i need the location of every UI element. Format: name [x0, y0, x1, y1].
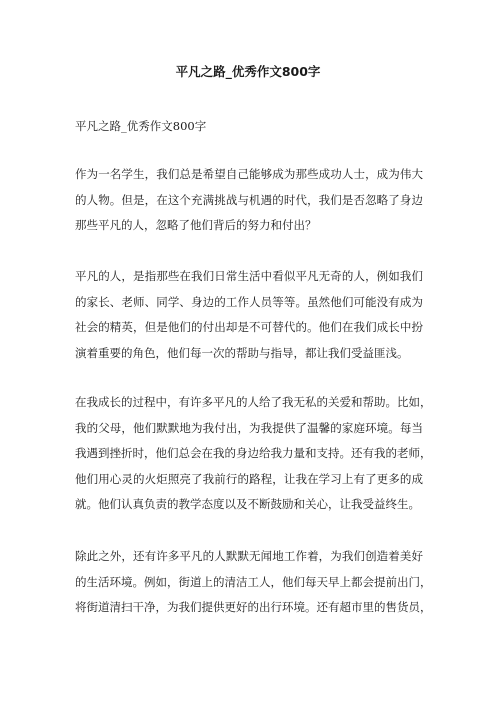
paragraph-line: 除此之外，还有许多平凡的人默默无闻地工作着，为我们创造着美好 — [75, 549, 423, 563]
document-title: 平凡之路_优秀作文800字 — [175, 64, 321, 79]
paragraph-line: 平凡的人，是指那些在我们日常生活中看似平凡无奇的人，例如我们 — [75, 269, 423, 283]
paragraph-4 — [75, 544, 432, 621]
paragraph-line: 就。他们认真负责的教学态度以及不断鼓励和关心，让我受益终生。 — [75, 497, 420, 511]
paragraph-line: 的家长、老师、同学、身边的工作人员等等。虽然他们可能没有成为 — [75, 294, 423, 309]
paragraph-line: 的生活环境。例如，街道上的清洁工人，他们每天早上都会提前出门， — [75, 574, 432, 589]
paragraph-3 — [75, 390, 432, 518]
paragraph-line: 我遇到挫折时，他们总会在我的身边给我力量和支持。还有我的老师， — [75, 446, 432, 460]
paragraph-2 — [75, 264, 423, 366]
paragraph-line: 在我成长的过程中，有许多平凡的人给了我无私的关爱和帮助。比如， — [75, 395, 432, 409]
paragraph-line: 他们用心灵的火炬照亮了我前行的路程，让我在学习上有了更多的成 — [75, 471, 423, 486]
paragraph-1 — [75, 162, 423, 239]
paragraph-line: 我的父母，他们默默地为我付出，为我提供了温馨的家庭环境。每当 — [75, 420, 423, 435]
paragraph-line: 的人物。但是，在这个充满挑战与机遇的时代，我们是否忽略了身边 — [75, 192, 423, 207]
paragraph-line: 社会的精英，但是他们的付出却是不可替代的。他们在我们成长中扮 — [75, 320, 423, 334]
paragraph-line: 那些平凡的人，忽略了他们背后的努力和付出？ — [75, 218, 317, 232]
paragraph-line: 将街道清扫干净，为我们提供更好的出行环境。还有超市里的售货员， — [75, 600, 432, 614]
paragraph-line: 作为一名学生，我们总是希望自己能够成为那些成功人士，成为伟大 — [75, 167, 423, 181]
document-subtitle: 平凡之路_优秀作文800字 — [75, 119, 207, 133]
paragraph-line: 演着重要的角色，他们每一次的帮助与指导，都让我们受益匪浅。 — [75, 345, 409, 360]
